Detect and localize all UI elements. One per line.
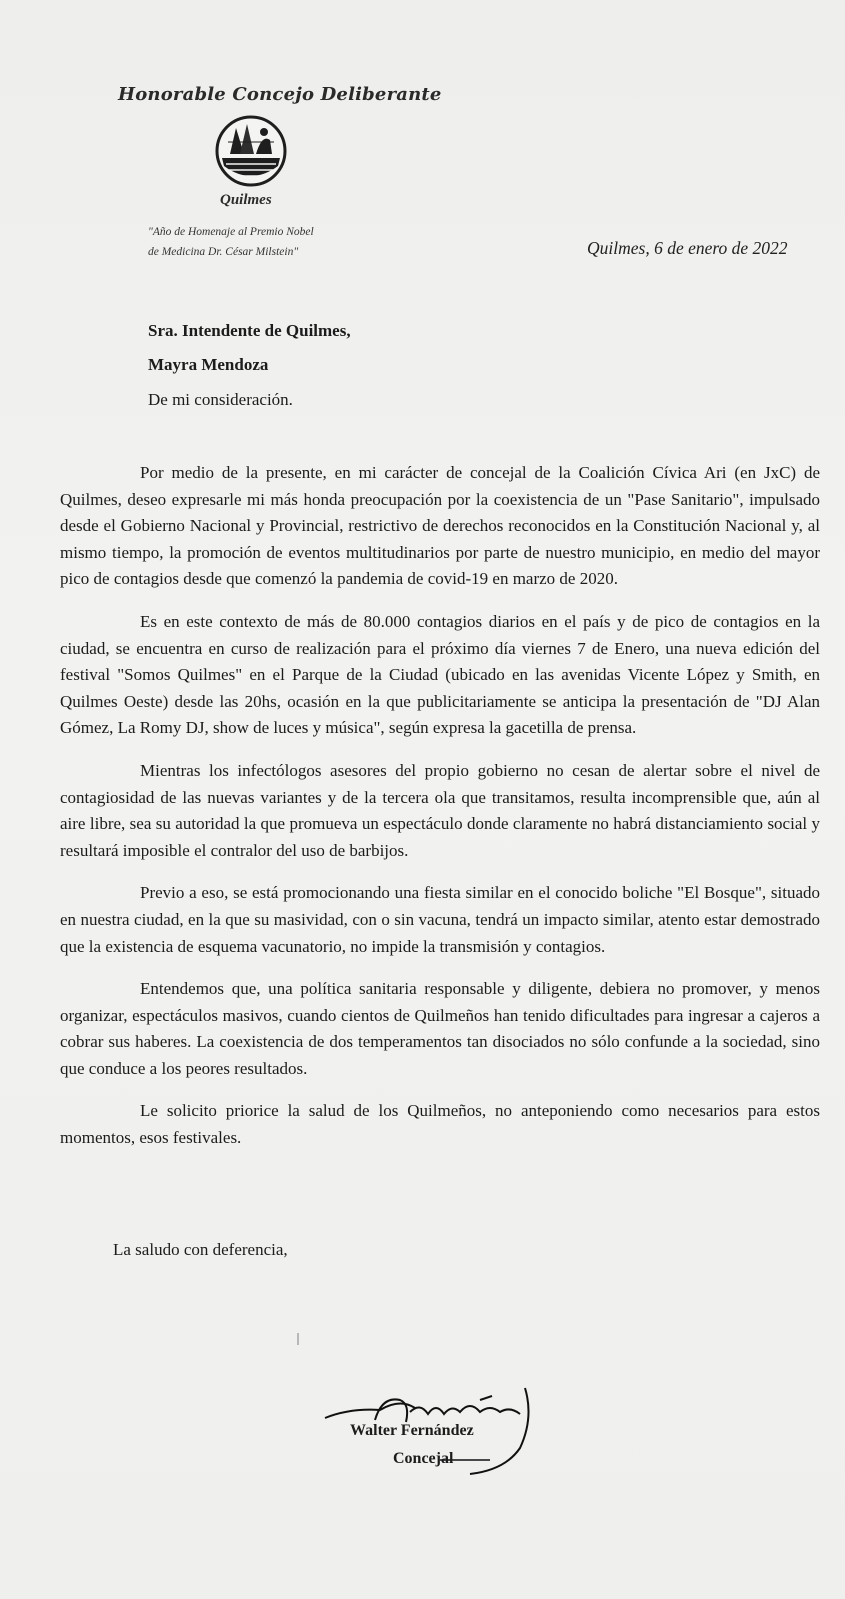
- signer-name: Walter Fernández: [350, 1422, 474, 1439]
- body-paragraph: Entendemos que, una política sanitaria responsable y diligente, debiera no promover, y menos organizar, espectáculos masivos, cuando cientos de Quilmeños han tenido dificultades para ingresar a cajeros a cobrar sus haberes. La coexistencia de dos temperamentos tan disociados no sólo confunde a la sociedad, sino que conduce a los peores resultados.: [60, 979, 820, 1078]
- year-motto: [148, 222, 388, 262]
- body-paragraph: Mientras los infectólogos asesores del propio gobierno no cesan de alertar sobre el nivel de contagiosidad de las nuevas variantes y de la tercera ola que transitamos, resulta incomprensible que, aún al aire libre, sea su autoridad la que promueva un espectáculo donde claramente no habrá distanciamiento social y resultará imposible el contralor del uso de barbijos.: [60, 760, 820, 860]
- paper-mark: [297, 1333, 299, 1345]
- institution-name: Honorable Concejo Deliberante: [118, 84, 442, 105]
- year-motto-line: "Año de Homenaje al Premio Nobel: [148, 226, 314, 238]
- city-name: Quilmes: [220, 192, 272, 208]
- recipient-title: Sra. Intendente de Quilmes,: [148, 321, 351, 340]
- city-seal-icon: [214, 114, 288, 188]
- closing-line: La saludo con deferencia,: [113, 1240, 288, 1259]
- year-motto-line: de Medicina Dr. César Milstein": [148, 246, 299, 258]
- signature-block: [320, 1378, 550, 1488]
- body-paragraph: Por medio de la presente, en mi carácter de concejal de la Coalición Cívica Ari (en JxC) de Quilmes, deseo expresarle mi más honda preocupación por la coexistencia de un "Pase Sanitario", impulsado desde el Gobierno Nacional y Provincial, restrictivo de derechos reconocidos en la Constitución Nacional y, al mismo tiempo, la promoción de eventos multitudinarios por parte de nuestro municipio, en medio del mayor pico de contagios desde que comenzó la pandemia de covid-19 en marzo de 2020.: [60, 463, 820, 589]
- recipient-name: Mayra Mendoza: [148, 355, 269, 374]
- letter-body: [60, 460, 820, 1168]
- body-paragraph: Previo a eso, se está promocionando una fiesta similar en el conocido boliche "El Bosque", situado en nuestra ciudad, en la que su masividad, con o sin vacuna, tendrá un impacto similar, atento estar demostrado que la existencia de esquema vacunatorio, no impide la transmisión y contagios.: [60, 883, 820, 956]
- body-paragraph: Es en este contexto de más de 80.000 contagios diarios en el país y de pico de contagios en la ciudad, se encuentra en curso de realización para el próximo día viernes 7 de Enero, una nueva edición del festival "Somos Quilmes" en el Parque de la Ciudad (ubicado en las avenidas Vicente López y Smith, en Quilmes Oeste) desde las 20hs, ocasión en la que publicitariamente se anticipa la presentación de "DJ Alan Gómez, La Romy DJ, show de luces y música", según expresa la gacetilla de prensa.: [60, 611, 820, 738]
- letter-date: Quilmes, 6 de enero de 2022: [587, 238, 788, 258]
- body-paragraph: Le solicito priorice la salud de los Quilmeños, no anteponiendo como necesarios para estos momentos, esos festivales.: [60, 1101, 820, 1148]
- letterhead: [118, 84, 442, 258]
- greeting: De mi consideración.: [148, 390, 293, 409]
- recipient-block: [148, 314, 351, 382]
- signer-role: Concejal: [393, 1450, 454, 1467]
